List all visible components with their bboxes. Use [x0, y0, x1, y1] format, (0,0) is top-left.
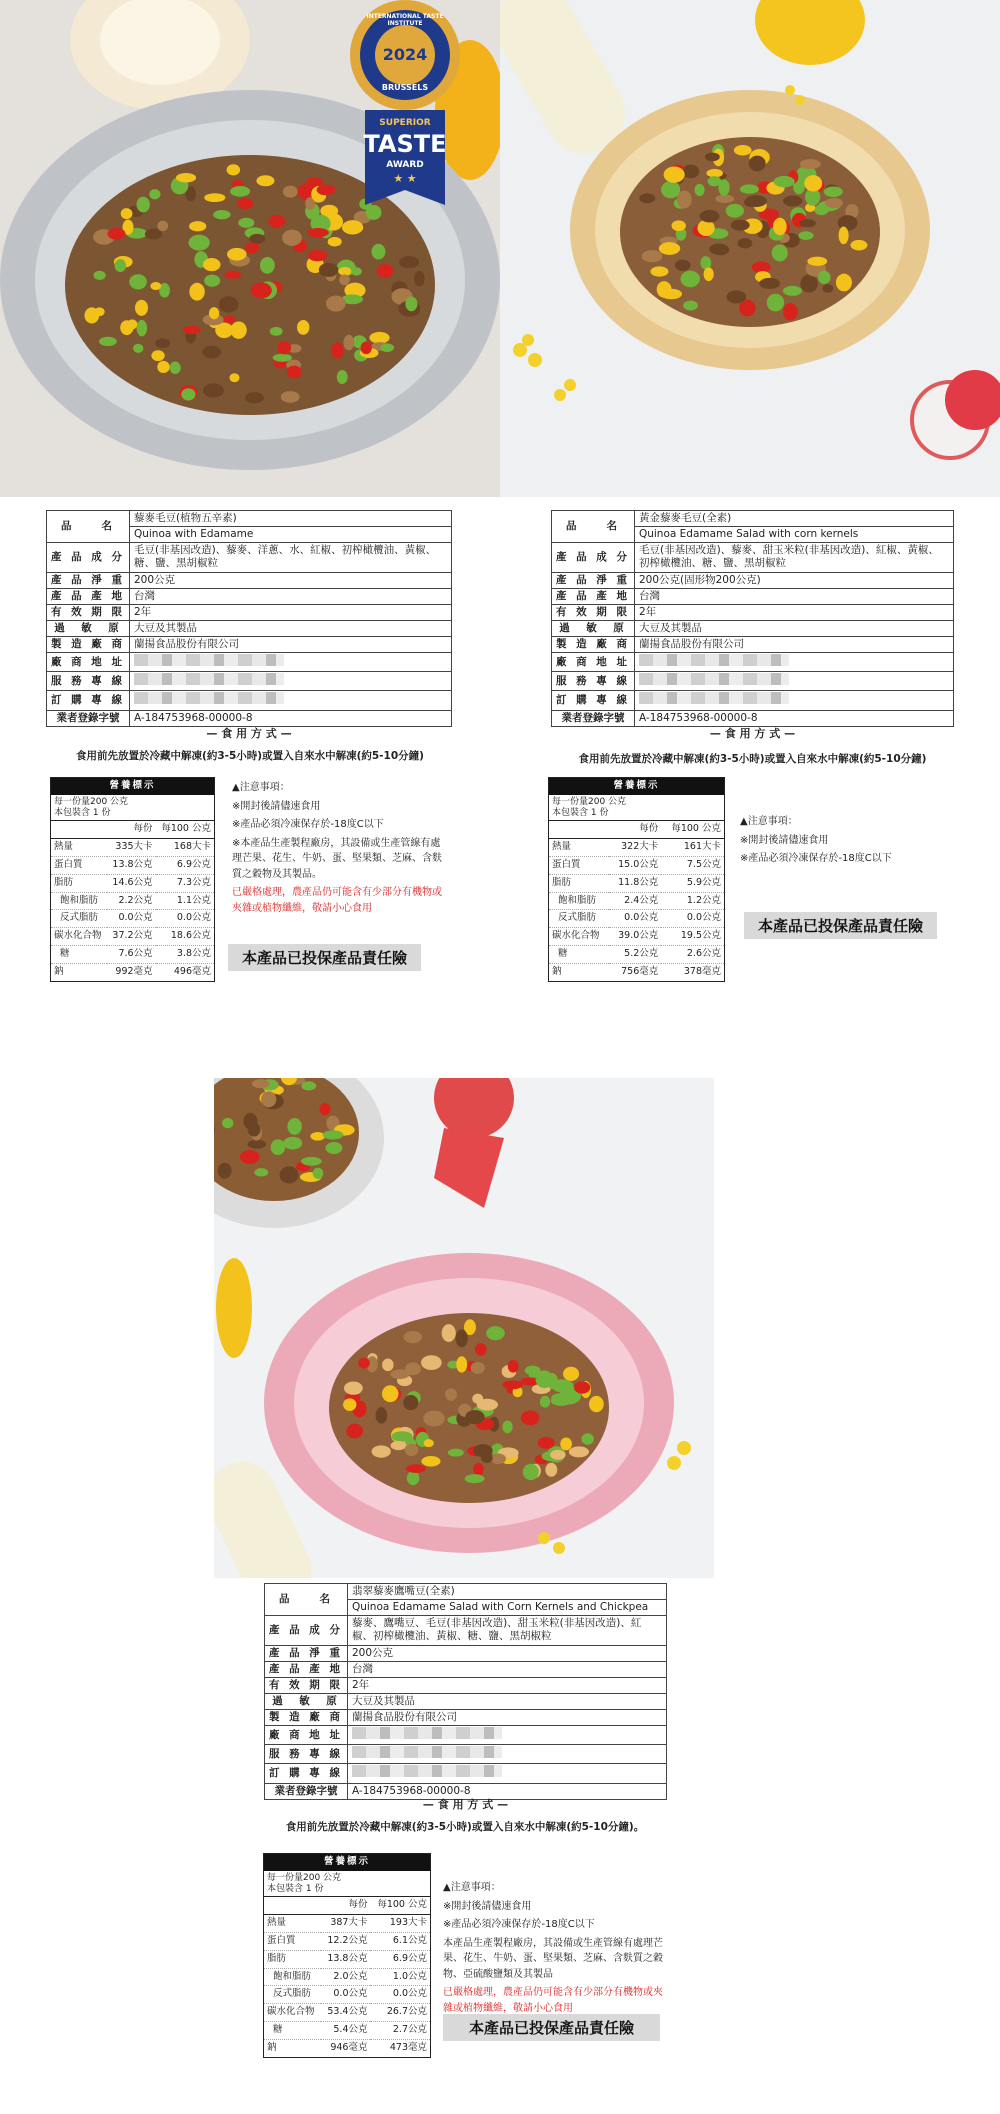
- registration-number: A-184753968-00000-8: [634, 710, 953, 726]
- award-city: BRUSSELS: [381, 83, 429, 92]
- nutrient-per-100g: 7.3公克: [156, 874, 215, 892]
- nutrient-name: 蛋白質: [549, 857, 610, 875]
- usage-title-3: — 食 用 方 式 —: [422, 1798, 509, 1811]
- nutrition-row: [51, 928, 215, 946]
- spec-label: 產 品 淨 重: [265, 1645, 348, 1661]
- shelf-life: 2年: [347, 1677, 666, 1693]
- award-badge: [345, 0, 465, 215]
- note-line: ▲注意事項：: [740, 816, 798, 827]
- shelf-life: 2年: [634, 604, 953, 620]
- servings-per-pack: 本包裝含 1 份: [552, 807, 609, 818]
- nutrient-per-100g: 168大卡: [156, 839, 215, 857]
- notes-3: [443, 1880, 668, 2019]
- redacted-address: [134, 654, 284, 666]
- spec-label: 廠 商 地 址: [47, 653, 130, 672]
- origin: 台灣: [347, 1661, 666, 1677]
- nutrient-per-serving: 992毫克: [107, 963, 155, 981]
- nutrition-row: [264, 2039, 431, 2057]
- spec-label: 廠 商 地 址: [552, 653, 635, 672]
- nutrient-name: 熱量: [51, 839, 108, 857]
- spec-label: 產 品 淨 重: [552, 572, 635, 588]
- manufacturer: 蘭揚食品股份有限公司: [347, 1710, 666, 1726]
- col-per-100g: 每100 公克: [156, 821, 215, 839]
- spec-label: 服 務 專 線: [552, 672, 635, 691]
- notes-2: [740, 814, 950, 870]
- award-line2: TASTE: [363, 130, 447, 158]
- redacted-order-line: [352, 1765, 502, 1777]
- note-line: ▲注意事項：: [232, 782, 290, 793]
- insurance-badge-2: 本產品已投保產品責任險: [744, 912, 937, 939]
- note-line: ※開封後請儘速食用: [740, 834, 829, 846]
- nutrient-per-100g: 6.9公克: [370, 1950, 430, 1968]
- note-line: ※本產品生產製程廠房，其設備或生產管線有處理芒果、花生、牛奶、蛋、堅果類、芝麻、含麩質之穀物及其製品。: [232, 837, 442, 880]
- nutrition-row: [51, 963, 215, 981]
- manufacturer: 蘭揚食品股份有限公司: [634, 637, 953, 653]
- spec-label: 業者登錄字號: [552, 710, 635, 726]
- spec-table-3: [264, 1583, 667, 1800]
- note-line: ※開封後請儘速食用: [443, 1900, 532, 1912]
- origin: 台灣: [634, 588, 953, 604]
- nutrition-row: [264, 1915, 431, 1933]
- nutrient-per-serving: 387大卡: [321, 1915, 370, 1933]
- nutrient-per-serving: 53.4公克: [321, 2004, 370, 2022]
- warning-note: 已嚴格處理，農產品仍可能含有少部分有機物或夾雜或植物纖維，敬請小心食用: [443, 1987, 663, 2014]
- nutrient-per-serving: 13.8公克: [321, 1950, 370, 1968]
- award-line1: SUPERIOR: [379, 118, 431, 128]
- servings-per-pack: 本包裝含 1 份: [54, 807, 111, 818]
- usage-text-2: 食用前先放置於冷藏中解凍(約3-5小時)或置入自來水中解凍(約5-10分鐘): [578, 753, 927, 765]
- col-per-serving: 每份: [107, 821, 155, 839]
- nutrition-table-1: [50, 777, 215, 982]
- nutrient-per-serving: 14.6公克: [107, 874, 155, 892]
- nutrient-per-100g: 26.7公克: [370, 2004, 430, 2022]
- net-weight: 200公克(固形物200公克): [634, 572, 953, 588]
- nutrient-per-serving: 946毫克: [321, 2039, 370, 2057]
- origin: 台灣: [129, 588, 451, 604]
- note-line: ▲注意事項：: [443, 1882, 501, 1893]
- nutrient-per-serving: 12.2公克: [321, 1933, 370, 1951]
- nutrient-name: 熱量: [549, 839, 610, 857]
- notes-1: [232, 780, 442, 919]
- spec-label: 產 品 成 分: [47, 543, 130, 572]
- spec-label: 過 敏 原: [552, 620, 635, 636]
- product-name-en: Quinoa with Edamame: [129, 527, 451, 543]
- nutrient-name: 鈉: [264, 2039, 322, 2057]
- spec-label: 產 品 產 地: [265, 1661, 348, 1677]
- redacted-order-line: [134, 692, 284, 704]
- spec-label: 訂 購 專 線: [552, 691, 635, 710]
- nutrient-per-serving: 0.0公克: [321, 1986, 370, 2004]
- nutrient-per-100g: 193大卡: [370, 1915, 430, 1933]
- nutrient-per-serving: 2.4公克: [609, 892, 661, 910]
- nutrient-per-serving: 335大卡: [107, 839, 155, 857]
- ingredients: 毛豆(非基因改造)、藜麥、洋蔥、水、紅椒、初榨橄欖油、黃椒、糖、鹽、黑胡椒粒: [129, 543, 451, 572]
- nutrient-per-100g: 378毫克: [661, 963, 724, 981]
- redacted-address: [352, 1727, 502, 1739]
- nutrient-name: 反式脂肪: [51, 910, 108, 928]
- nutrient-per-100g: 0.0公克: [661, 910, 724, 928]
- serving-size: 每一份量200 公克: [267, 1872, 342, 1883]
- col-per-100g: 每100 公克: [370, 1897, 430, 1915]
- product-name-zh: 黃金藜麥毛豆(全素): [634, 511, 953, 527]
- nutrient-per-100g: 6.1公克: [370, 1933, 430, 1951]
- nutrient-per-serving: 5.4公克: [321, 2022, 370, 2040]
- nutrient-per-serving: 2.2公克: [107, 892, 155, 910]
- nutrition-row: [51, 946, 215, 964]
- nutrition-row: [264, 2022, 431, 2040]
- spec-label: 產 品 成 分: [265, 1616, 348, 1645]
- nutrient-name: 糖: [51, 946, 108, 964]
- nutrient-per-100g: 2.7公克: [370, 2022, 430, 2040]
- servings-per-pack: 本包裝含 1 份: [267, 1883, 324, 1894]
- spec-label: 服 務 專 線: [47, 672, 130, 691]
- nutrient-name: 糖: [549, 946, 610, 964]
- nutrient-per-100g: 3.8公克: [156, 946, 215, 964]
- nutrient-name: 糖: [264, 2022, 322, 2040]
- nutrition-row: [264, 1933, 431, 1951]
- spec-label: 過 敏 原: [47, 620, 130, 636]
- nutrient-name: 熱量: [264, 1915, 322, 1933]
- nutrient-per-100g: 0.0公克: [156, 910, 215, 928]
- nutrition-row: [549, 874, 725, 892]
- nutrient-per-100g: 473毫克: [370, 2039, 430, 2057]
- nutrition-title: 營養標示: [264, 1854, 431, 1871]
- nutrient-name: 飽和脂肪: [51, 892, 108, 910]
- net-weight: 200公克: [129, 572, 451, 588]
- nutrition-title: 營養標示: [549, 778, 725, 795]
- nutrition-row: [549, 910, 725, 928]
- nutrient-per-serving: 15.0公克: [609, 857, 661, 875]
- usage-text-3: 食用前先放置於冷藏中解凍(約3-5小時)或置入自來水中解凍(約5-10分鐘)。: [285, 1821, 645, 1833]
- spec-label: 有 效 期 限: [265, 1677, 348, 1693]
- award-stars: ★ ★: [393, 172, 417, 185]
- nutrient-per-serving: 5.2公克: [609, 946, 661, 964]
- award-ring-text: INTERNATIONAL TASTE INSTITUTE: [366, 13, 444, 27]
- nutrition-row: [51, 892, 215, 910]
- spec-label: 服 務 專 線: [265, 1745, 348, 1764]
- nutrition-table-3: [263, 1853, 431, 2058]
- spec-label: 品 名: [47, 511, 130, 543]
- nutrient-name: 反式脂肪: [264, 1986, 322, 2004]
- redacted-address: [639, 654, 789, 666]
- nutrition-row: [549, 963, 725, 981]
- usage-text-1: 食用前先放置於冷藏中解凍(約3-5小時)或置入自來水中解凍(約5-10分鐘): [76, 750, 424, 762]
- nutrition-row: [51, 857, 215, 875]
- nutrient-per-100g: 7.5公克: [661, 857, 724, 875]
- col-per-serving: 每份: [609, 821, 661, 839]
- manufacturer: 蘭揚食品股份有限公司: [129, 637, 451, 653]
- allergen: 大豆及其製品: [347, 1693, 666, 1709]
- insurance-badge-3: 本產品已投保產品責任險: [443, 2014, 660, 2041]
- nutrient-per-100g: 1.1公克: [156, 892, 215, 910]
- award-year: 2024: [382, 45, 428, 64]
- redacted-order-line: [639, 692, 789, 704]
- registration-number: A-184753968-00000-8: [129, 710, 451, 726]
- nutrient-name: 飽和脂肪: [264, 1968, 322, 1986]
- nutrition-row: [549, 839, 725, 857]
- spec-label: 產 品 成 分: [552, 543, 635, 572]
- spec-label: 品 名: [552, 511, 635, 543]
- spec-label: 有 效 期 限: [552, 604, 635, 620]
- award-line3: AWARD: [386, 160, 424, 170]
- nutrient-name: 反式脂肪: [549, 910, 610, 928]
- spec-label: 品 名: [265, 1584, 348, 1616]
- nutrition-row: [264, 2004, 431, 2022]
- nutrient-per-serving: 7.6公克: [107, 946, 155, 964]
- spec-label: 廠 商 地 址: [265, 1726, 348, 1745]
- nutrient-name: 碳水化合物: [51, 928, 108, 946]
- nutrition-row: [549, 857, 725, 875]
- net-weight: 200公克: [347, 1645, 666, 1661]
- spec-label: 過 敏 原: [265, 1693, 348, 1709]
- nutrition-row: [51, 874, 215, 892]
- nutrient-per-100g: 496毫克: [156, 963, 215, 981]
- ingredients: 毛豆(非基因改造)、藜麥、甜玉米粒(非基因改造)、紅椒、黃椒、初榨橄欖油、糖、鹽、黑胡椒粒: [634, 543, 953, 572]
- nutrient-per-serving: 322大卡: [609, 839, 661, 857]
- redacted-service-line: [639, 673, 789, 685]
- nutrient-name: 蛋白質: [264, 1933, 322, 1951]
- note-line: ※產品必須冷凍保存於-18度C以下: [740, 853, 892, 864]
- warning-note: 已嚴格處理，農產品仍可能含有少部分有機物或夾雜或植物纖維，敬請小心食用: [232, 887, 442, 914]
- nutrient-per-serving: 13.8公克: [107, 857, 155, 875]
- nutrient-per-100g: 19.5公克: [661, 928, 724, 946]
- serving-size: 每一份量200 公克: [54, 796, 129, 807]
- nutrient-name: 飽和脂肪: [549, 892, 610, 910]
- nutrient-per-100g: 2.6公克: [661, 946, 724, 964]
- nutrient-name: 碳水化合物: [549, 928, 610, 946]
- nutrient-name: 脂肪: [549, 874, 610, 892]
- product-name-en: Quinoa Edamame Salad with Corn Kernels and Chickpea: [347, 1600, 666, 1616]
- spec-label: 業者登錄字號: [47, 710, 130, 726]
- product-name-en: Quinoa Edamame Salad with corn kernels: [634, 527, 953, 543]
- spec-label: 業者登錄字號: [265, 1783, 348, 1799]
- nutrition-table-2: [548, 777, 725, 982]
- serving-size: 每一份量200 公克: [552, 796, 627, 807]
- spec-label: 訂 購 專 線: [47, 691, 130, 710]
- nutrient-per-serving: 37.2公克: [107, 928, 155, 946]
- nutrition-row: [549, 928, 725, 946]
- col-per-serving: 每份: [321, 1897, 370, 1915]
- nutrition-row: [264, 1950, 431, 1968]
- nutrition-row: [51, 839, 215, 857]
- nutrient-per-serving: 2.0公克: [321, 1968, 370, 1986]
- nutrient-per-serving: 756毫克: [609, 963, 661, 981]
- note-line: ※產品必須冷凍保存於-18度C以下: [443, 1919, 595, 1930]
- spec-label: 製 造 廠 商: [552, 637, 635, 653]
- registration-number: A-184753968-00000-8: [347, 1783, 666, 1799]
- nutrient-per-100g: 18.6公克: [156, 928, 215, 946]
- note-line: ※開封後請儘速食用: [232, 800, 321, 812]
- nutrient-per-serving: 11.8公克: [609, 874, 661, 892]
- usage-title-2: — 食 用 方 式 —: [709, 727, 796, 740]
- spec-label: 產 品 淨 重: [47, 572, 130, 588]
- product-photo-2: [500, 0, 1000, 497]
- nutrient-name: 蛋白質: [51, 857, 108, 875]
- nutrient-per-100g: 0.0公克: [370, 1986, 430, 2004]
- nutrient-name: 脂肪: [264, 1950, 322, 1968]
- product-name-zh: 藜麥毛豆(植物五辛素): [129, 511, 451, 527]
- allergen: 大豆及其製品: [634, 620, 953, 636]
- nutrient-name: 鈉: [51, 963, 108, 981]
- allergen: 大豆及其製品: [129, 620, 451, 636]
- redacted-service-line: [134, 673, 284, 685]
- spec-label: 訂 購 專 線: [265, 1764, 348, 1783]
- product-photo-3: [214, 1078, 714, 1578]
- nutrition-row: [264, 1968, 431, 1986]
- nutrient-per-serving: 0.0公克: [609, 910, 661, 928]
- nutrient-per-100g: 1.2公克: [661, 892, 724, 910]
- product-name-zh: 翡翠藜麥鷹嘴豆(全素): [347, 1584, 666, 1600]
- nutrient-name: 脂肪: [51, 874, 108, 892]
- note-line: ※產品必須冷凍保存於-18度C以下: [232, 819, 384, 830]
- spec-table-2: [551, 510, 954, 727]
- spec-label: 製 造 廠 商: [47, 637, 130, 653]
- nutrient-per-serving: 0.0公克: [107, 910, 155, 928]
- ingredients: 藜麥、鷹嘴豆、毛豆(非基因改造)、甜玉米粒(非基因改造)、紅椒、初榨橄欖油、黃椒、糖、鹽、黑胡椒粒: [347, 1616, 666, 1645]
- col-per-100g: 每100 公克: [661, 821, 724, 839]
- usage-title-1: — 食 用 方 式 —: [206, 727, 292, 740]
- nutrient-name: 碳水化合物: [264, 2004, 322, 2022]
- nutrition-row: [549, 892, 725, 910]
- nutrition-row: [51, 910, 215, 928]
- nutrient-per-100g: 161大卡: [661, 839, 724, 857]
- spec-label: 產 品 產 地: [552, 588, 635, 604]
- nutrient-per-100g: 6.9公克: [156, 857, 215, 875]
- spec-label: 有 效 期 限: [47, 604, 130, 620]
- nutrient-per-serving: 39.0公克: [609, 928, 661, 946]
- spec-table-1: [46, 510, 452, 727]
- redacted-service-line: [352, 1746, 502, 1758]
- nutrient-per-100g: 5.9公克: [661, 874, 724, 892]
- insurance-badge-1: 本產品已投保產品責任險: [228, 944, 421, 971]
- nutrient-per-100g: 1.0公克: [370, 1968, 430, 1986]
- spec-label: 製 造 廠 商: [265, 1710, 348, 1726]
- nutrition-row: [264, 1986, 431, 2004]
- shelf-life: 2年: [129, 604, 451, 620]
- nutrition-row: [549, 946, 725, 964]
- spec-label: 產 品 產 地: [47, 588, 130, 604]
- note-line: 本產品生產製程廠房，其設備或生產管線有處理芒果、花生、牛奶、蛋、堅果類、芝麻、含麩質之穀物、亞硫酸鹽類及其製品: [443, 1937, 663, 1980]
- nutrient-name: 鈉: [549, 963, 610, 981]
- nutrition-title: 營養標示: [51, 778, 215, 795]
